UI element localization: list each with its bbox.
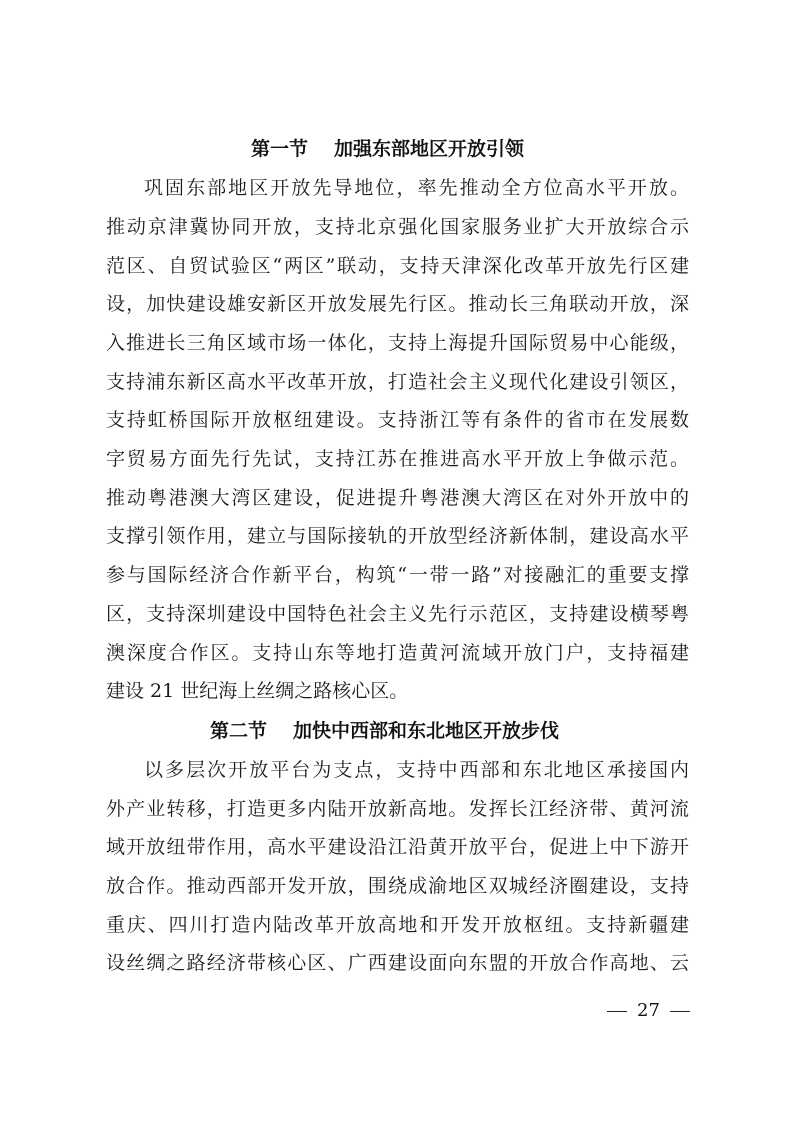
section-1-heading [251,137,524,161]
section-1-title: 加强东部地区开放引领 [334,138,525,160]
section-1-number: 第一节 [251,138,309,160]
paragraph-line: 澳深度合作区。支持山东等地打造黄河流域开放门户，支持福建 [106,642,689,664]
section-2-heading [210,719,559,743]
dash-right-icon [670,1011,690,1012]
section-2-number: 第二节 [210,720,268,742]
paragraph-line: 入推进长三角区域市场一体化，支持上海提升国际贸易中心能级， [106,332,689,354]
paragraph-line: 以多层次开放平台为支点，支持中西部和东北地区承接国内 [144,759,689,781]
paragraph-line: 支持虹桥国际开放枢纽建设。支持浙江等有条件的省市在发展数 [106,409,689,431]
paragraph-line: 外产业转移，打造更多内陆开放新高地。发挥长江经济带、黄河流 [106,798,689,820]
paragraph-line: 重庆、四川打造内陆改革开放高地和开发开放枢纽。支持新疆建 [106,914,689,936]
section-2-title: 加快中西部和东北地区开放步伐 [293,720,560,742]
page-number-value: 27 [637,1000,660,1021]
paragraph-line: 参与国际经济合作新平台，构筑“一带一路”对接融汇的重要支撑 [106,564,689,586]
page-number [597,999,700,1023]
paragraph-line: 区，支持深圳建设中国特色社会主义先行示范区，支持建设横琴粤 [106,603,689,625]
paragraph-line: 设丝绸之路经济带核心区、广西建设面向东盟的开放合作高地、云 [106,952,689,974]
paragraph-line: 推动粤港澳大湾区建设，促进提升粤港澳大湾区在对外开放中的 [106,487,689,509]
paragraph-line: 域开放纽带作用，高水平建设沿江沿黄开放平台，促进上中下游开 [106,836,689,858]
paragraph-line: 范区、自贸试验区“两区”联动，支持天津深化改革开放先行区建 [106,255,689,277]
paragraph-line: 字贸易方面先行先试，支持江苏在推进高水平开放上争做示范。 [106,448,689,470]
paragraph-line: 支撑引领作用，建立与国际接轨的开放型经济新体制，建设高水平 [106,525,689,547]
paragraph-line: 巩固东部地区开放先导地位，率先推动全方位高水平开放。 [144,177,689,199]
paragraph-line: 放合作。推动西部开发开放，围绕成渝地区双城经济圈建设，支持 [106,875,689,897]
paragraph-line: 推动京津冀协同开放，支持北京强化国家服务业扩大开放综合示 [106,216,689,238]
paragraph-line: 建设 21 世纪海上丝绸之路核心区。 [106,680,409,702]
paragraph-line: 支持浦东新区高水平改革开放，打造社会主义现代化建设引领区， [106,371,689,393]
dash-left-icon [607,1011,627,1012]
paragraph-line: 设，加快建设雄安新区开放发展先行区。推动长三角联动开放，深 [106,293,689,315]
